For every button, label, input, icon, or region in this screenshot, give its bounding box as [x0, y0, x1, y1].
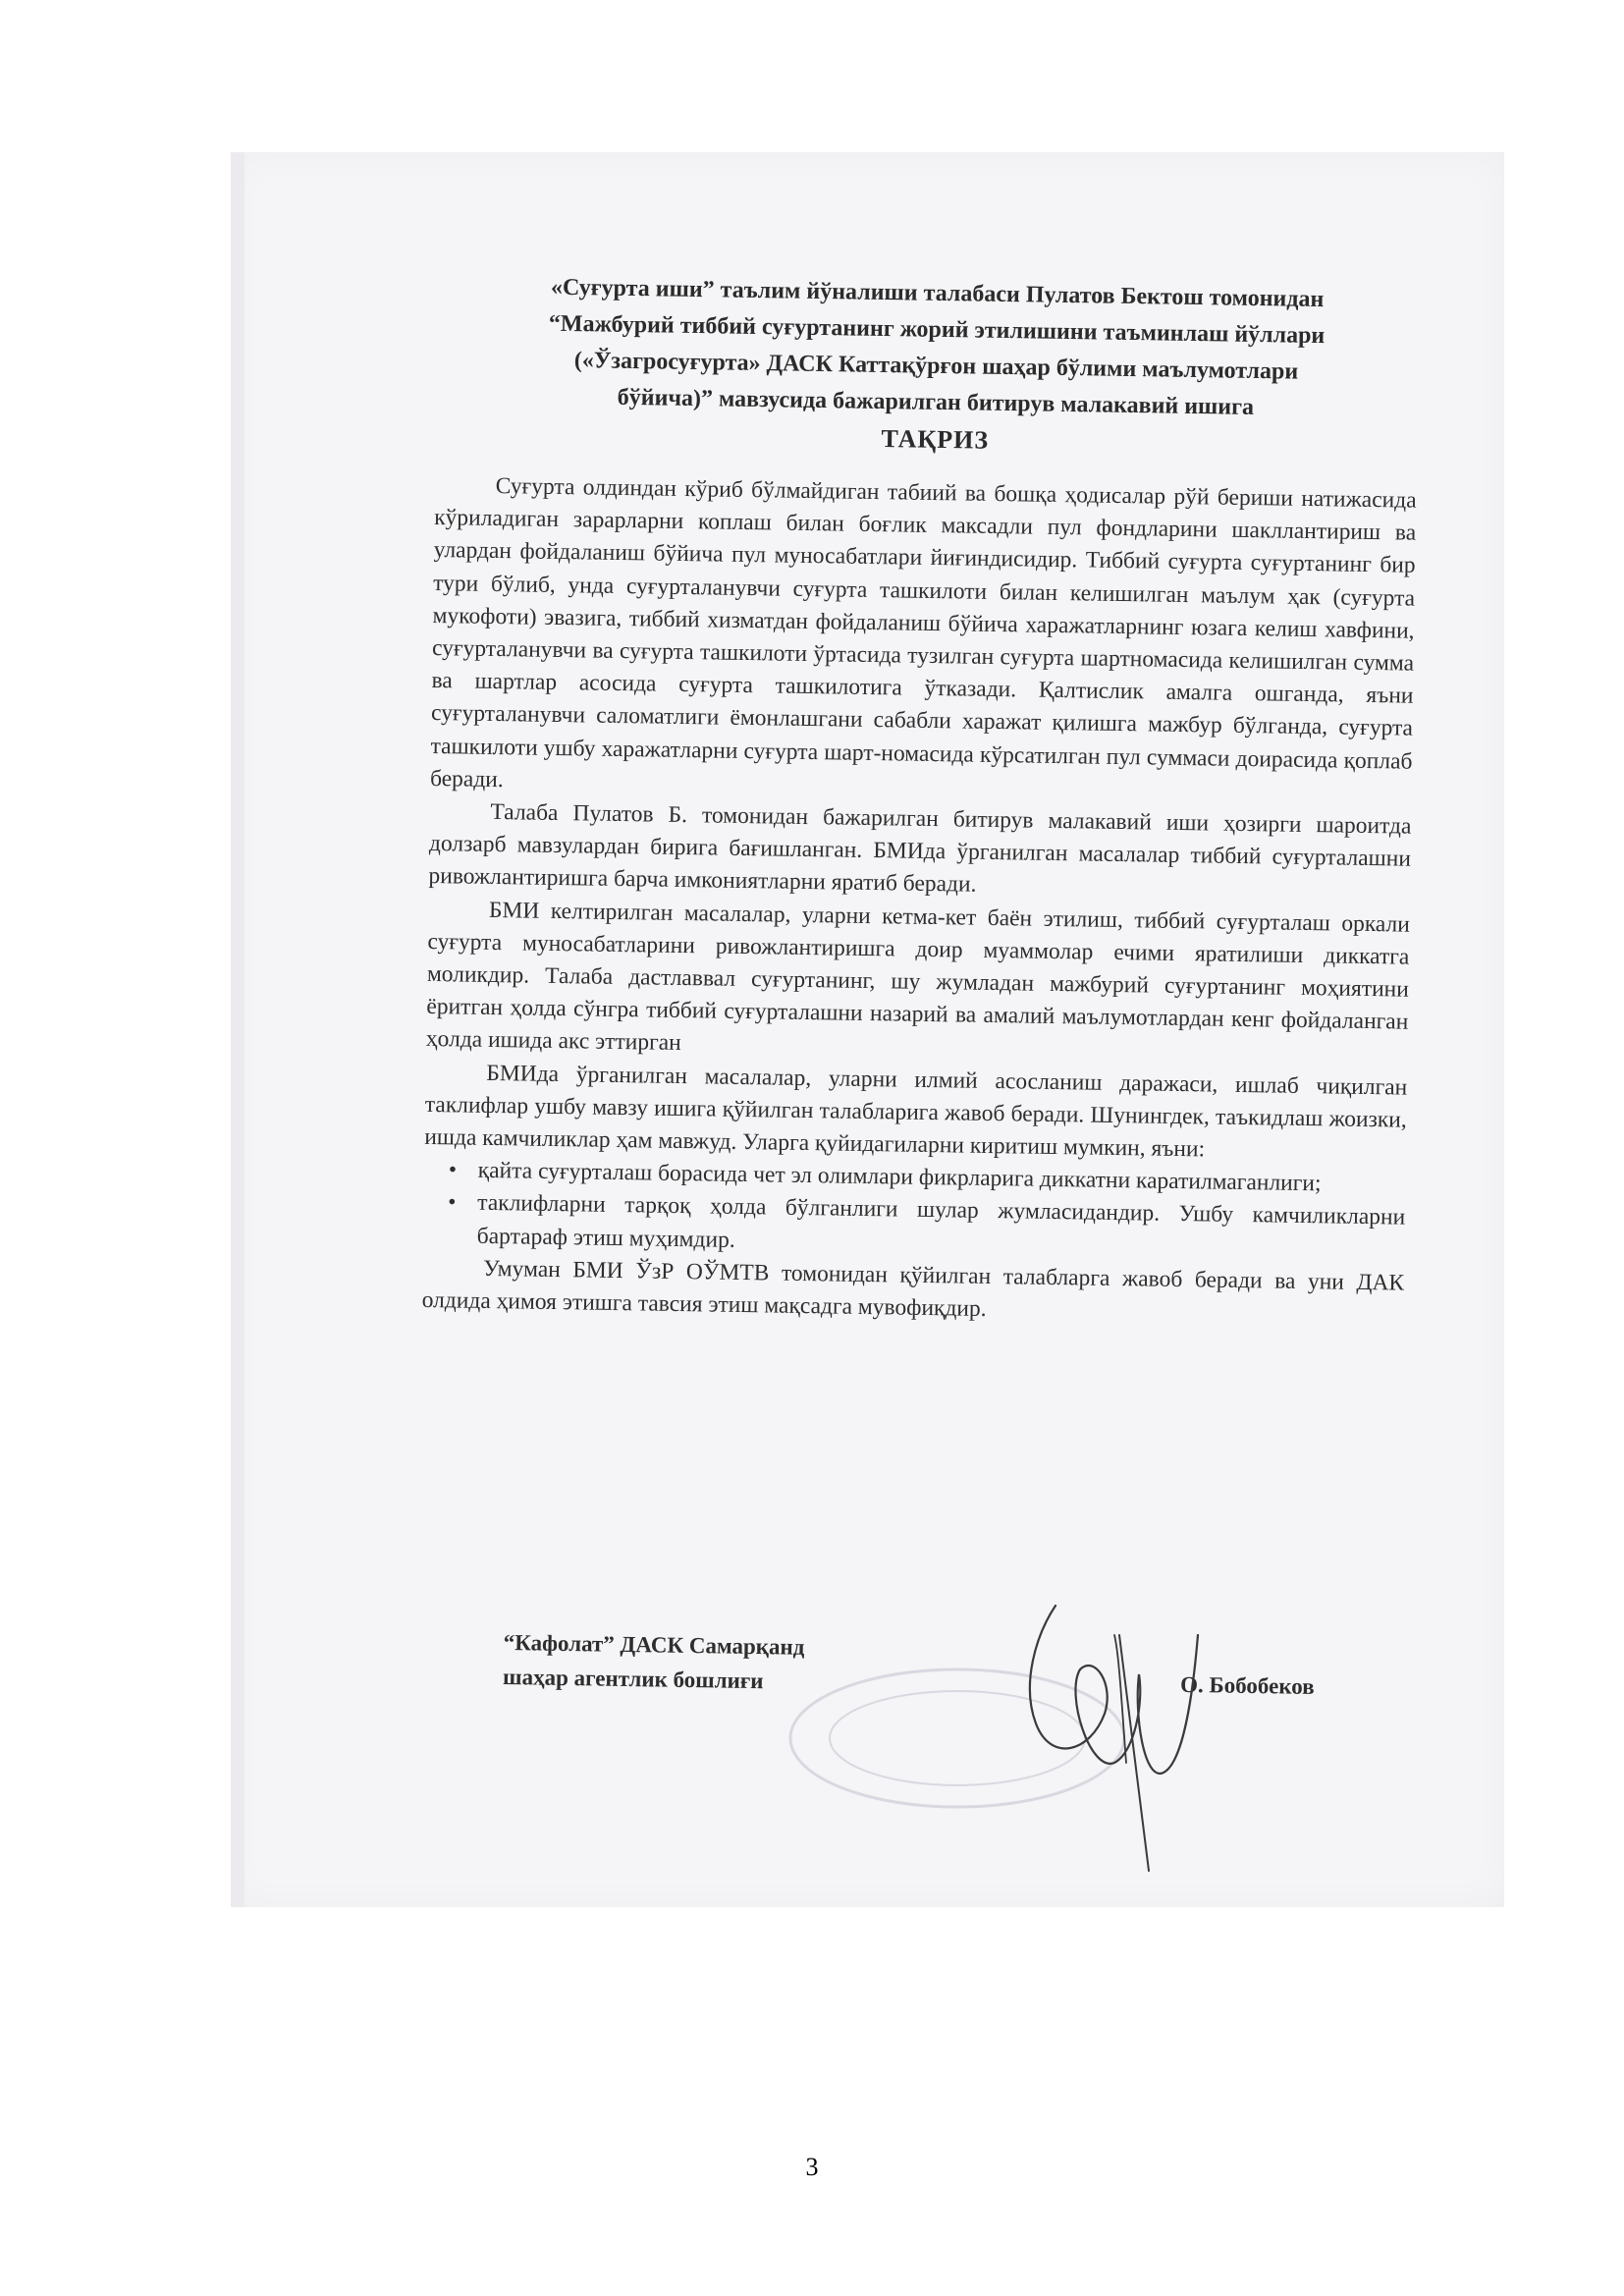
- shortcomings-list: [422, 1154, 1405, 1267]
- paragraph-5: Умуман БМИ ЎзР ОЎМТВ томонидан қўйилган талабларга жавоб беради ва уни ДАК олдида ҳимоя этишга тавсия этиш мақсадга мувофиқдир.: [421, 1255, 1405, 1323]
- heading-line-1: «Суғурта иши” таълим йўналиши талабаси Пулатов Бектош томонидан: [550, 274, 1325, 313]
- signatory-org-line-2: шаҳар агентлик бошлиғи: [502, 1664, 764, 1694]
- paragraph-4: БМИда ўрганилган масалалар, уларни илмий асосланиш даражаси, ишлаб чиқилган таклифлар ушбу мавзу ишига қўйилган талабларига жавоб беради. Шунингдек, таъкидлаш жоизки, ишда камчиликлар ҳам мавжуд. Уларга қуйидагиларни киритиш мумкин, яъни:: [424, 1060, 1408, 1163]
- paragraph-2: Талаба Пулатов Б. томонидан бажарилган битирув малакавий иши ҳозирги шароитда долзарб мавзулардан бирига бағишланган. БМИда ўрганилган масалалар тиббий суғурталашни ривожлантиришга барча имкониятларни яратиб беради.: [428, 798, 1412, 899]
- scanned-review-page: [231, 152, 1504, 1907]
- handwritten-signature: [997, 1576, 1232, 1890]
- paragraph-3: БМИ келтирилган масалалар, уларни кетма-кет баён этилиш, тиббий суғурталаш оркали суғурта муносабатларини ривожлантиришга доир муаммолар ечими яратилиши диккатга моликдир. Талаба дастлаввал суғуртанинг, шу жумладан мажбурий суғуртанинг моҳиятини ёритган ҳолда сўнгра тиббий суғурталашни назарий ва амалий маълумотлардан кенг фойдаланган ҳолда ишида акс эттирган: [425, 897, 1411, 1057]
- review-heading: [444, 268, 1429, 465]
- page-number: 3: [805, 2153, 819, 2181]
- heading-line-4: бўйича)” мавзусида бажарилган битирув малакавий ишига: [617, 384, 1255, 420]
- heading-line-3: («Ўзагросуғурта» ДАСК Каттақўрғон шаҳар бўлими маълумотлари: [573, 348, 1299, 385]
- bullet-item-2: • таклифларни тарқоқ ҳолда бўлганлиги шулар жумласидандир. Ушбу камчиликларни бартараф этиш муҳимдир.: [476, 1187, 1405, 1267]
- signature-block: [503, 1625, 1387, 1708]
- signatory-org-line-1: “Кафолат” ДАСК Самарқанд: [503, 1629, 805, 1660]
- bullet-item-1: • қайта суғурталаш борасида чет эл олимлари фикрларига диккатни каратилмаганлиги;: [478, 1155, 1406, 1202]
- paragraph-1: Суғурта олдиндан кўриб бўлмайдиган табиий ва бошқа ҳодисалар рўй бериши натижасида кўриладиган зарарларни коплаш билан боғлик максадли пул фондларини шакллантириш ва улардан фойдаланиш бўйича пул муносабатлари йиғиндисидир. Тиббий суғурта суғуртанинг бир тури бўлиб, унда суғурталанувчи суғурта ташкилоти билан келишилган маълум ҳак (суғурта мукофоти) эвазига, тиббий хизматдан фойдаланиш бўйича харажатларнинг юзага келиш хавфини, суғурталанувчи ва суғурта ташкилоти ўртасида тузилган суғурта шартномасида келишилган сумма ва шартлар асосида суғурта ташкилотига ўтказади. Қалтислик амалга ошганда, яъни суғурталанувчи саломатлиги ёмонлашгани сабабли харажат қилишга мажбур бўлганда, суғурта ташкилоти ушбу харажатларни суғурта шарт-номасида кўрсатилган пул суммаси доирасида қоплаб беради.: [429, 472, 1417, 793]
- review-body: [421, 469, 1416, 1333]
- review-title: ТАҚРИЗ: [881, 423, 990, 455]
- signatory-name: О. Бобобеков: [1179, 1671, 1315, 1699]
- heading-line-2: “Мажбурий тиббий суғуртанинг жорий этилишини таъминлаш йўллари: [548, 310, 1326, 350]
